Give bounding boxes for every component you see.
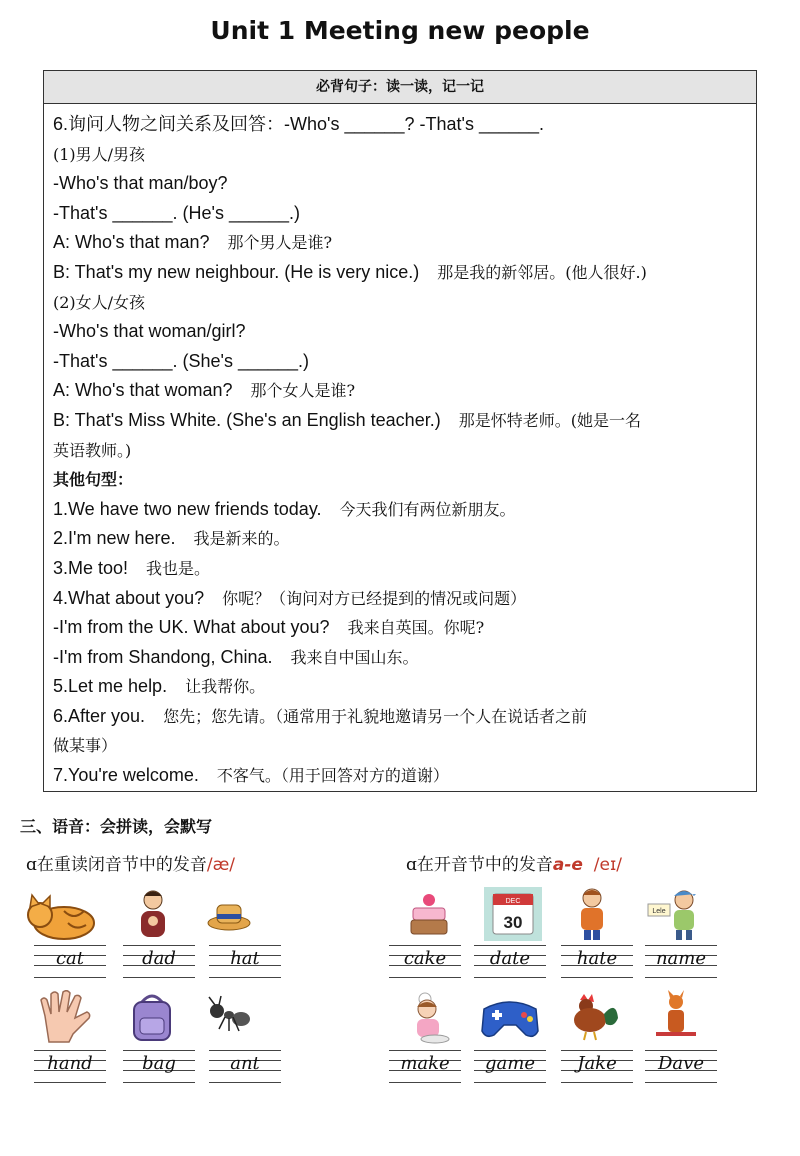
sentence-line [53,702,756,732]
game-picture [476,995,544,1041]
word-text: dad [142,948,176,969]
sentence-line [53,465,756,495]
sentence-line [53,731,756,761]
sentence-english: -Who's that woman/girl? [53,321,246,342]
sentence-chinese: 那是怀特老师。(她是一名 [458,410,641,430]
right-header-pattern: a-e [552,855,583,875]
sentence-chinese: 做某事） [53,736,118,756]
sentence-english: 6.After you. [53,705,146,726]
sentence-line [53,584,756,614]
word-cat [34,945,106,985]
word-hate [561,945,633,985]
sentence-english: B: That's my new neighbour. (He is very nice.) [53,261,420,282]
sentence-chinese: 我来自英国。你呢? [347,618,485,638]
word-text: Dave [658,1053,704,1074]
sentence-line [53,436,756,466]
sentence-line [53,495,756,525]
sentence-line [53,110,756,140]
writing-rule [123,977,195,978]
writing-rule [34,977,106,978]
sentence-chinese: 我是新来的。 [193,529,290,549]
sentence-text: 6.询问人物之间关系及回答：-Who's ______? -That's ______. [53,114,545,134]
word-text: date [489,948,531,969]
sentence-chinese: 今天我们有两位新朋友。 [339,499,516,519]
sentence-chinese: (1)男人/男孩 [53,144,146,164]
sentence-english: 5.Let me help. [53,676,168,697]
jake-rooster-picture [560,990,620,1042]
sentence-line [53,672,756,702]
sentence-chinese: 您先；您先请。（通常用于礼貌地邀请另一个人在说话者之前 [163,706,588,726]
writing-rule [561,1050,633,1051]
sentence-chinese: (2)女人/女孩 [53,292,146,312]
make-girl-picture [407,991,455,1047]
writing-rule [389,945,461,946]
writing-rule [645,1082,717,1083]
sentence-english: A: Who's that woman? [53,380,233,401]
name-boy-picture [646,886,702,942]
writing-rule [209,1082,281,1083]
word-text: cat [55,948,85,969]
sentence-chinese: 不客气。（用于回答对方的道谢） [216,766,449,786]
hate-boy-picture [575,886,609,942]
word-ant [209,1050,281,1090]
sentence-english: 1.We have two new friends today. [53,498,322,519]
writing-rule [389,1050,461,1051]
sentence-english: 4.What about you? [53,587,205,608]
hat-picture [206,898,252,932]
sentence-english: -That's ______. (He's ______.) [53,202,301,223]
writing-rule [389,977,461,978]
word-text: game [485,1053,535,1074]
sentence-chinese: 英语教师。) [53,440,132,460]
sentence-line [53,228,756,258]
word-hat [209,945,281,985]
word-date [474,945,546,985]
sentence-english: 7.You're welcome. [53,765,199,786]
word-hand [34,1050,106,1090]
sentence-chinese: 你呢？（询问对方已经提到的情况或问题） [222,588,527,608]
ant-picture [205,995,253,1035]
writing-rule [645,945,717,946]
writing-rule [209,1050,281,1051]
word-game [474,1050,546,1090]
sentence-line [53,406,756,436]
box-header: 必背句子：读一读，记一记 [44,71,756,104]
cat-picture [24,893,98,941]
sentence-english: B: That's Miss White. (She's an English teacher.) [53,409,441,430]
bag-picture [128,990,176,1044]
sentence-line [53,554,756,584]
sentence-line [53,613,756,643]
sentence-line [53,169,756,199]
writing-rule [209,977,281,978]
hand-picture [35,990,95,1046]
word-name [645,945,717,985]
sentence-english: 3.Me too! [53,557,129,578]
writing-rule [474,945,546,946]
sentence-line [53,347,756,377]
key-sentences-box [43,70,757,792]
writing-rule [123,1050,195,1051]
sentence-line [53,199,756,229]
word-text: hate [576,948,618,969]
right-phonics-header [406,850,622,875]
sentence-english: -I'm from the UK. What about you? [53,617,330,638]
sentence-line [53,288,756,318]
sentence-line [53,258,756,288]
writing-rule [645,977,717,978]
left-header-ipa: /æ/ [206,855,236,875]
writing-rule [474,1082,546,1083]
section-title: 三、语音：会拼读，会默写 [20,817,213,836]
sentence-line [53,317,756,347]
calendar-picture [484,887,542,941]
right-header-text: ɑ在开音节中的发音 [406,855,553,875]
writing-rule [389,1082,461,1083]
calendar-month: DEC [505,898,521,905]
writing-rule [645,1050,717,1051]
word-text: make [400,1053,450,1074]
word-cake [389,945,461,985]
sign-text: Lele [652,908,666,915]
sentence-line [53,376,756,406]
word-make [389,1050,461,1090]
sentence-chinese: 我来自中国山东。 [290,647,419,667]
sentence-chinese: 那是我的新邻居。(他人很好.) [437,262,647,282]
sentence-english: 2.I'm new here. [53,528,176,549]
writing-rule [561,1082,633,1083]
word-text: ant [230,1053,260,1074]
word-dave [645,1050,717,1090]
sentence-chinese: 那个女人是谁? [250,381,356,401]
left-phonics-header [26,850,235,875]
writing-rule [474,1050,546,1051]
word-text: cake [403,948,447,969]
word-text: name [655,948,707,969]
word-dad [123,945,195,985]
calendar-day: 30 [503,913,523,932]
sentence-line [53,761,756,791]
sentence-lines [44,104,756,791]
word-jake [561,1050,633,1090]
writing-rule [561,977,633,978]
dad-picture [133,888,173,940]
sentence-english: -Who's that man/boy? [53,173,228,194]
right-header-ipa: /eɪ/ [593,855,622,875]
sentence-line [53,643,756,673]
word-text: hand [47,1053,93,1074]
dave-picture [646,990,702,1042]
writing-rule [123,945,195,946]
writing-rule [123,1082,195,1083]
word-text: hat [230,948,260,969]
writing-rule [34,945,106,946]
sentence-line [53,140,756,170]
writing-rule [209,945,281,946]
sentence-english: -I'm from Shandong, China. [53,646,273,667]
sentence-chinese: 我也是。 [146,558,211,578]
word-text: Jake [577,1053,617,1074]
writing-rule [474,977,546,978]
word-text: bag [142,1053,176,1074]
sentence-english: -That's ______. (She's ______.) [53,350,310,371]
writing-rule [561,945,633,946]
word-bag [123,1050,195,1090]
sentence-line [53,524,756,554]
cake-picture [407,890,451,940]
sentence-english: A: Who's that man? [53,232,210,253]
writing-rule [34,1082,106,1083]
page-title: Unit 1 Meeting new people [210,16,590,45]
sentence-chinese: 那个男人是谁? [227,233,333,253]
sentence-chinese: 其他句型： [53,470,134,490]
left-header-text: ɑ在重读闭音节中的发音 [26,855,207,875]
sentence-chinese: 让我帮你。 [185,677,266,697]
writing-rule [34,1050,106,1051]
